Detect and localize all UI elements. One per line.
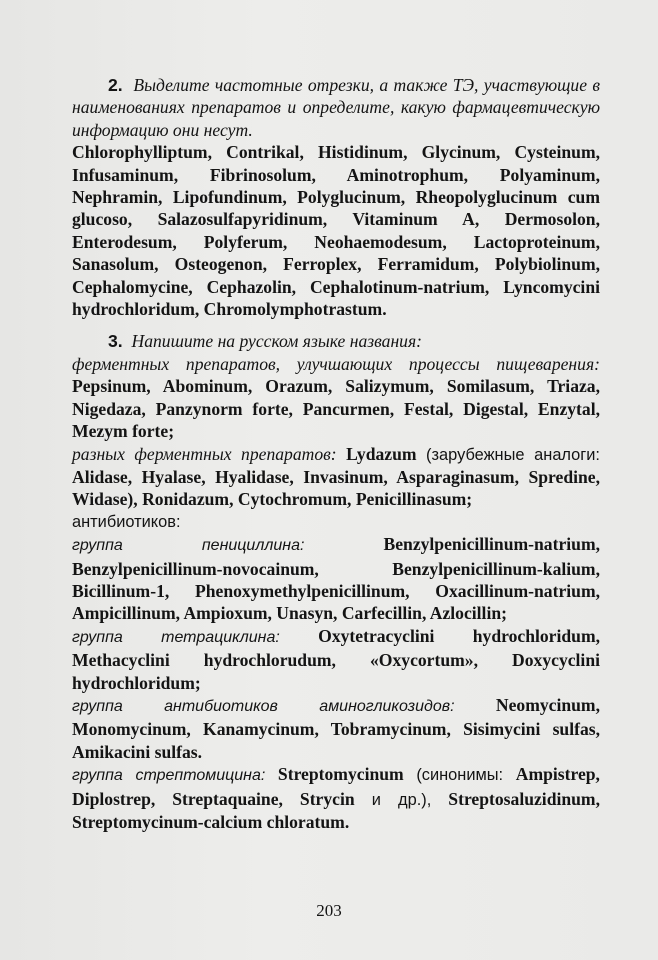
task-2-text: Выделите частотные отрезки, а также ТЭ, участвующие в наименованиях препаратов и определите, какую фармацевтическую информацию они несут. [72,75,600,140]
enzymes-label: ферментных препаратов, улучшающих процессы пищеварения: [72,353,600,374]
various-enzymes-rest: Ronidazum, Cytochromum, Penicillinasum; [142,489,473,510]
task-2-drug-list: Chlorophylliptum, Contrikal, Histidinum, Glycinum, Cysteinum, Infusaminum, Fibrinosolum, Aminotrophum, Polyaminum, Nephramin, Lipofundinum, Polyglucinum, Rheopolyglucinum cum glucoso, Salazosulfapyridinum, Vitaminum A, Dermosolon, Enterodesum, Polyferum, Neohaemodesum, Lactoproteinum, Sanasolum, Osteogenon, Ferroplex, Ferramidum, Polybiolinum, Cephalomycine, Cephazolin, Cephalotinum-natrium, Lyncomycini hydrochloridum, Chromolymphotrastum. [72,142,600,320]
penicillin-paragraph [72,533,600,625]
aminoglycoside-label: группа антибиотиков аминогликозидов: [72,697,455,715]
foreign-analogs-list: Alidase, Hyalase, Hyalidase, Invasinum, Asparaginasum, Spredine, Widase), [72,466,600,510]
streptomycin-label: группа стрептомицина: [72,767,266,785]
task-2-instruction [72,74,600,141]
enzymes-paragraph [72,353,600,443]
synonyms-list: Ampistrep, Diplostrep, Streptaquaine, Strycin [72,764,600,809]
penicillin-list: Benzylpenicillinum-natrium, Benzylpenicillinum-novocainum, Benzylpenicillinum-kalium, Bicillinum-1, Phenoxymethylpenicillinum, Oxacillinum-natrium, Ampicillinum, Ampioxum, Unasyn, Carfecillin, Azlocillin; [72,534,600,624]
task-3-instruction [72,330,600,352]
streptomycin-name: Streptomycinum [277,764,404,785]
enzymes-list: Pepsinum, Abominum, Orazum, Salizymum, Somilasum, Triaza, Nigedaza, Panzynorm forte, Pancurmen, Festal, Digestal, Enzytal, Mezym forte; [72,376,600,442]
aminoglycoside-list: Neomycinum, Monomycinum, Kanamycinum, Tobramycinum, Sisimycini sulfas, Amikacini sulfas. [72,694,600,762]
streptomycin-paragraph [72,763,600,833]
task-3-number: 3. [108,331,123,352]
various-enzymes-paragraph [72,443,600,511]
tetracycline-label: группа тетрациклина: [72,628,280,646]
synonyms-etc: и др.), [371,790,432,809]
antibiotics-label: антибиотиков: [72,512,181,531]
task-2-number: 2. [108,75,123,95]
task-3-text: Напишите на русском языке названия: [131,331,423,352]
page-body [72,74,600,833]
tetracycline-list: Oxytetracyclini hydrochloridum, Methacyclini hydrochlorudum, «Oxycortum», Doxycyclini hydrochloridum; [72,625,600,693]
various-enzymes-label: разных ферментных препаратов: [72,443,337,464]
synonyms-label: (синонимы: [416,766,504,785]
penicillin-label: группа пенициллина: [72,537,305,555]
tetracycline-paragraph [72,625,600,694]
streptomycin-rest: Streptosaluzidinum, Streptomycinum-calcium chloratum. [72,788,600,832]
foreign-analogs-label: (зарубежные аналоги: [426,445,600,464]
lydazum: Lydazum [346,443,417,464]
page-number: 203 [316,901,342,920]
aminoglycoside-paragraph [72,694,600,763]
